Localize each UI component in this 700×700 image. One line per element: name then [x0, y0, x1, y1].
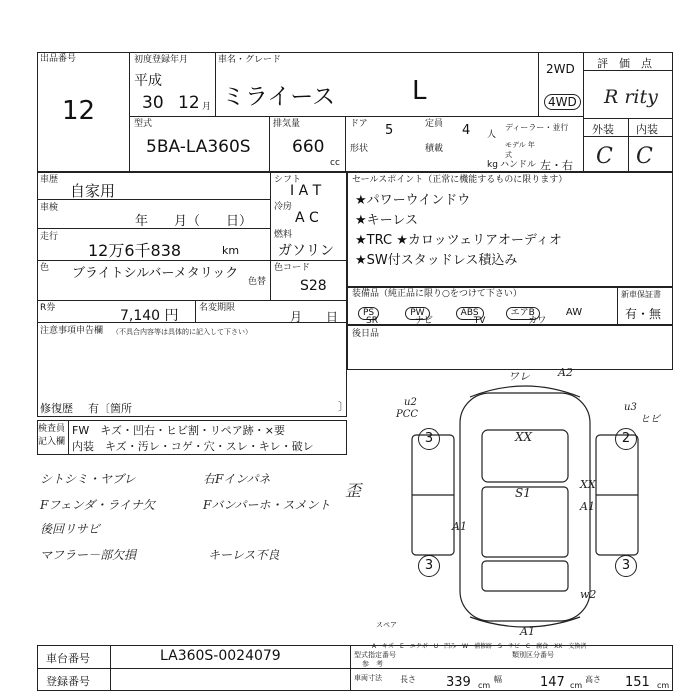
ref-label: 参 考 — [362, 660, 383, 668]
equipment-title: 装備品（純正品に限り○をつけて下さい） — [352, 289, 522, 299]
category-label: 類別区分番号 — [512, 651, 554, 659]
sales-point: ★パワーウインドウ — [355, 193, 471, 208]
color-label: 色 — [40, 263, 50, 273]
equip-navi: ナビ — [414, 316, 433, 326]
reg-year: 30 — [142, 93, 164, 113]
cc-unit: cc — [330, 158, 340, 168]
car-name: ミライース — [222, 84, 336, 110]
month-unit: 月 — [202, 102, 212, 112]
displacement: 660 — [292, 137, 325, 157]
displacement-label: 排気量 — [273, 119, 301, 129]
color-no-label: 色替 — [248, 277, 267, 287]
diagram-circle: 3 — [615, 555, 637, 577]
width: 147 — [540, 675, 565, 690]
drive-2wd: 2WD — [546, 62, 575, 76]
shift-label: シフト — [274, 175, 302, 185]
chassis: LA360S-0024079 — [160, 648, 281, 664]
repair: 有〔箇所 — [88, 402, 132, 415]
new-car: 有・無 — [625, 307, 662, 321]
equip-tv: TV — [473, 316, 486, 326]
model-year-label: モデル 年式 — [505, 141, 535, 159]
notes-sub: （不具合内容等は具体的に記入して下さい） — [112, 328, 252, 336]
fuel: ガソリン — [278, 243, 334, 259]
color-code: S28 — [300, 278, 327, 294]
grade: L — [412, 76, 427, 106]
car-name-label: 車名・グレード — [218, 55, 282, 65]
equip-sr: SR — [366, 316, 378, 326]
expiry: 月 日 — [290, 310, 339, 324]
width-label: 幅 — [494, 675, 502, 684]
inspection: 年 月（ 日） — [135, 214, 253, 229]
car-diagram — [390, 375, 660, 640]
door-label: ドア — [350, 119, 368, 129]
equip-aw: AW — [565, 307, 583, 318]
diagram-mark: ワレ — [508, 370, 530, 383]
cm-length: cm — [478, 681, 491, 690]
diagram-mark: A2 — [558, 366, 573, 379]
lot-number: 12 — [62, 96, 96, 126]
details-box — [37, 172, 347, 417]
kg-unit: kg — [487, 160, 498, 170]
sales-point: ★キーレス — [355, 213, 419, 228]
equip-pw: PW — [405, 307, 429, 320]
designation-label: 型式指定番号 — [354, 651, 396, 659]
diagram-mark: A1 — [520, 625, 535, 638]
notes-label: 注意事項申告欄 — [40, 326, 104, 336]
recycle: 7,140 円 — [120, 308, 179, 324]
model-label: 型式 — [134, 119, 153, 129]
diagram-mark: A1 — [580, 500, 595, 513]
color: ブライトシルバーメタリック — [72, 266, 239, 281]
recycle-label: R券 — [40, 303, 56, 313]
length: 339 — [446, 675, 471, 690]
mileage: 12万6千838 — [88, 241, 182, 260]
reg-label: 登録番号 — [46, 675, 90, 688]
after-label: 後日品 — [352, 329, 380, 339]
sales-point: ★SW付スタッドレス積込み — [355, 253, 518, 268]
history: 自家用 — [70, 182, 116, 200]
diagram-mark: PCC — [396, 409, 419, 420]
fuel-label: 燃料 — [274, 230, 293, 240]
diagram-mark: XX — [515, 430, 533, 444]
height: 151 — [625, 675, 650, 690]
lot-label: 出品番号 — [40, 54, 77, 64]
capacity: 4 — [462, 123, 471, 138]
note-dash: 右Fインパネ — [203, 472, 271, 486]
capacity-label: 定員 — [425, 119, 444, 129]
shift: I A T — [290, 183, 322, 199]
spare-label: スペア — [376, 621, 397, 629]
sales-point: ★TRC ★カロッツェリアオーディオ — [355, 233, 562, 248]
ac-label: 冷房 — [274, 202, 293, 212]
diagram-mark: u3 — [624, 402, 637, 413]
equip-ps: PS — [358, 307, 379, 320]
handle-value: 左・右 — [540, 159, 573, 172]
diagram-mark: XX — [580, 478, 596, 491]
sales-title: セールスポイント（正常に機能するものに限ります） — [352, 175, 568, 185]
diagram-circle: 3 — [418, 428, 440, 450]
inspector-interior: 内装 キズ・汚レ・コゲ・穴・スレ・キレ・破レ — [72, 440, 314, 453]
score-label: 評 価 点 — [597, 57, 652, 70]
diagram-mark: S1 — [515, 486, 531, 500]
shape-label: 形状 — [350, 144, 369, 154]
cm-width: cm — [570, 681, 583, 690]
inspector-label-1: 検査員 — [38, 424, 66, 434]
note-fender: Fフェンダ・ライナ欠 — [40, 498, 155, 512]
repair-close: 〕 — [338, 400, 349, 413]
dims-label: 車両寸法 — [354, 674, 382, 682]
note-keyless: キーレス不良 — [208, 548, 280, 562]
header-box — [37, 52, 673, 172]
exterior-label: 外装 — [592, 123, 614, 136]
diagram-circle: 2 — [615, 428, 637, 450]
dealer-label: ディーラー・並行 — [505, 123, 569, 132]
note-rust: 後回リサビ — [40, 522, 100, 536]
diagram-mark: A1 — [452, 520, 467, 533]
cm-height: cm — [657, 681, 670, 690]
exterior-grade: C — [596, 144, 613, 169]
diagram-mark: u2 — [404, 397, 417, 408]
ac: A C — [295, 210, 319, 226]
note-warp: 歪 — [345, 481, 362, 500]
length-label: 長さ — [400, 675, 416, 684]
handle-label: ハンドル — [500, 160, 537, 170]
new-car-label: 新車保証書 — [621, 290, 661, 299]
inspector-label-2: 記入欄 — [38, 437, 66, 447]
expiry-label: 名変期限 — [199, 303, 236, 313]
note-stain: シトシミ・ヤブレ — [40, 472, 136, 486]
equip-abs: ABS — [456, 307, 484, 320]
repair-label: 修復歴 — [40, 402, 73, 415]
drive-4wd: 4WD — [544, 94, 581, 110]
note-muffler: マフラー－部欠損 — [40, 548, 137, 562]
interior-label: 内装 — [636, 123, 658, 136]
reg-month: 12 — [178, 93, 200, 113]
diagram-circle: 3 — [418, 555, 440, 577]
history-label: 車歴 — [40, 175, 59, 185]
damage-legend: A－キズ E－エクボ U－凹み W－補修跡 S－サビ C－腐食 XX－交換済 — [372, 643, 587, 650]
score-value: R rity — [604, 86, 658, 108]
diagram-mark: ヒビ — [640, 414, 660, 425]
equip-leather: カワ — [528, 316, 547, 326]
equip-airbag: エアB — [506, 307, 540, 320]
km-unit: km — [222, 244, 240, 257]
doors: 5 — [385, 123, 394, 138]
era: 平成 — [134, 73, 162, 89]
model: 5BA-LA360S — [146, 137, 251, 157]
persons-unit: 人 — [487, 130, 497, 140]
first-reg-label: 初度登録年月 — [134, 55, 189, 65]
interior-grade: C — [636, 144, 653, 169]
sales-list — [355, 191, 562, 271]
inspector-fw: FW キズ・凹右・ヒビ割・リペア跡・×要 — [72, 424, 285, 437]
mileage-label: 走行 — [40, 232, 59, 242]
diagram-mark: w2 — [580, 588, 597, 601]
after-box — [347, 325, 673, 370]
inspection-label: 車検 — [40, 203, 59, 213]
load-label: 積載 — [425, 144, 444, 154]
height-label: 高さ — [585, 675, 601, 684]
color-code-label: 色コード — [274, 263, 311, 273]
chassis-label: 車台番号 — [46, 652, 90, 665]
note-bumper: Fバンパーホ・スメント — [203, 498, 331, 512]
